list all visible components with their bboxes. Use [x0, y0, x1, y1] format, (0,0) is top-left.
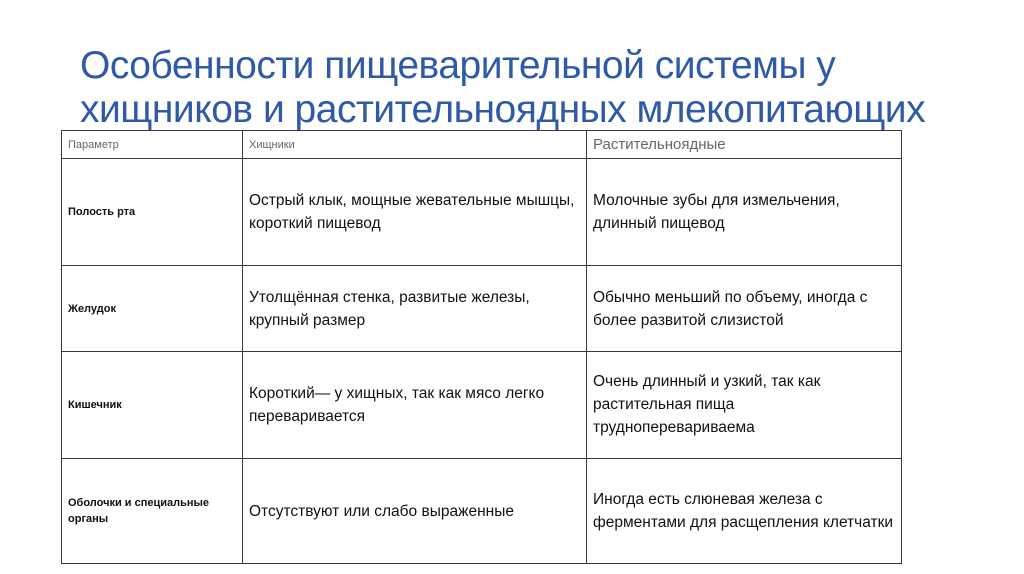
row-herbivores: Обычно меньший по объему, иногда с более развитой слизистой — [587, 266, 902, 352]
table-row — [62, 352, 902, 459]
row-herbivores: Молочные зубы для измельчения, длинный пищевод — [587, 159, 902, 266]
title-line-1: Особенности пищеварительной системы у — [80, 44, 836, 87]
table-header-row — [62, 131, 902, 159]
comparison-table — [61, 130, 902, 564]
row-carnivores: Острый клык, мощные жевательные мышцы, короткий пищевод — [243, 159, 587, 266]
row-carnivores: Короткий— у хищных, так как мясо легко переваривается — [243, 352, 587, 459]
row-param: Желудок — [62, 266, 243, 352]
row-carnivores: Утолщённая стенка, развитые железы, крупный размер — [243, 266, 587, 352]
row-carnivores: Отсутствуют или слабо выраженные — [243, 459, 587, 564]
row-herbivores: Иногда есть слюневая железа с ферментами для расщепления клетчатки — [587, 459, 902, 564]
row-param: Полость рта — [62, 159, 243, 266]
header-carnivores: Хищники — [243, 131, 587, 159]
slide-title — [80, 44, 1000, 132]
header-parameter: Параметр — [62, 131, 243, 159]
table-row — [62, 159, 902, 266]
row-param: Оболочки и специальные органы — [62, 459, 243, 564]
row-param: Кишечник — [62, 352, 243, 459]
table-row — [62, 459, 902, 564]
header-herbivores: Растительноядные — [587, 131, 902, 159]
row-herbivores: Очень длинный и узкий, так как растительная пища трудноперевариваема — [587, 352, 902, 459]
title-line-2: хищников и растительноядных млекопитающих — [80, 88, 926, 131]
table-row — [62, 266, 902, 352]
